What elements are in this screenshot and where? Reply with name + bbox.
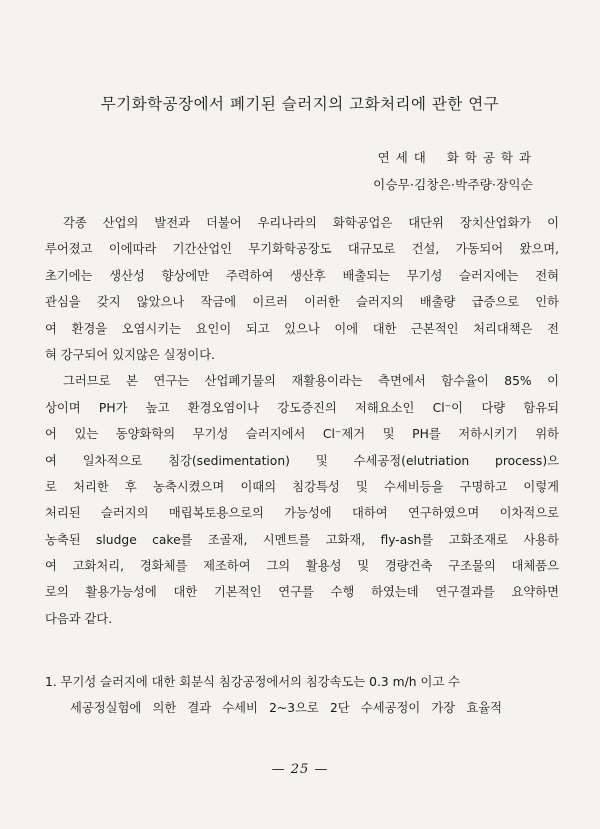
text-line: 상이며 PH가 높고 환경오염이나 강도증진의 저해요소인 Cl⁻이 다량 함유되 xyxy=(45,400,559,415)
text-line: 농축된 sludge cake를 조골재, 시멘트를 고화재, fly-ash를 고화조재로 사용하 xyxy=(45,532,559,547)
text-line: 로의 활용가능성에 대한 기본적인 연구를 수행 하였는데 연구결과를 요약하면 xyxy=(45,585,559,600)
text-line: 그러므로 본 연구는 산업폐기물의 재활용이라는 측면에서 함수율이 85% 이 xyxy=(63,374,559,389)
affiliation: 연 세 대 화 학 공 학 과 xyxy=(377,150,532,165)
numbered-item-1-continued: 세공정실험에 의한 결과 수세비 2~3으로 2단 수세공정이 가장 효율적 xyxy=(70,701,502,715)
text-line: 루어졌고 이에따라 기간산업인 무기화학공장도 대규모로 건설, 가동되어 왔으며, xyxy=(45,242,559,257)
body-text xyxy=(45,210,559,632)
text-line: 초기에는 생산성 향상에만 주력하여 생산후 배출되는 무기성 슬러지에는 전혀 xyxy=(45,268,559,283)
text-line: 각종 산업의 발전과 더불어 우리나라의 화학공업은 대단위 장치산업화가 이 xyxy=(63,216,559,230)
text-line: 여 환경을 오염시키는 요인이 되고 있으나 이에 대한 근본적인 처리대책은 전 xyxy=(45,321,559,336)
text-line: 로 처리한 후 농축시켰으며 이때의 침강특성 및 수세비등을 구명하고 이렇게 xyxy=(45,479,559,494)
authors: 이승무·김창은·박주량·장익순 xyxy=(373,177,533,192)
text-line: 여 고화처리, 경화체를 제조하여 그의 활용성 및 경량건축 구조물의 대체품으 xyxy=(45,559,559,574)
numbered-item-1: 1. 무기성 슬러지에 대한 회분식 침강공정에서의 침강속도는 0.3 m/h 이고 수 xyxy=(45,675,461,689)
text-line: 여 일차적으로 침강(sedimentation) 및 수세공정(elutriation process)으 xyxy=(45,453,559,468)
text-line: 다음과 같다. xyxy=(45,611,113,626)
text-line: 처리된 슬러지의 매립복토용으로의 가능성에 대하여 연구하였으며 이차적으로 xyxy=(45,506,559,521)
document-title: 무기화학공장에서 폐기된 슬러지의 고화처리에 관한 연구 xyxy=(100,95,500,113)
text-line: 혀 강구되어 있지않은 실정이다. xyxy=(45,347,216,362)
text-line: 어 있는 동양화학의 무기성 슬러지에서 Cl⁻제거 및 PH를 저하시키기 위하 xyxy=(45,427,559,442)
page-number: — 25 — xyxy=(271,762,329,777)
text-line: 관심을 갖지 않았으나 작금에 이르러 이러한 슬러지의 배출량 급증으로 인하 xyxy=(45,295,559,310)
